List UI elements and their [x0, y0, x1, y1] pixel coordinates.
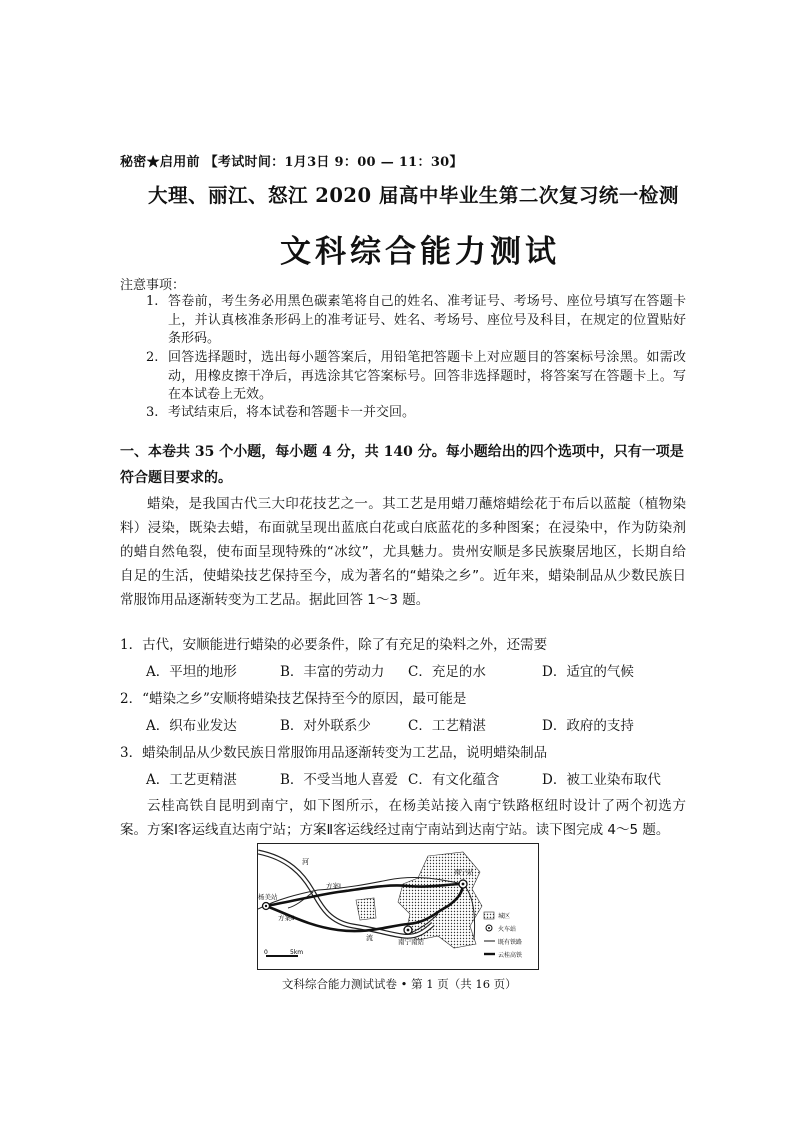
note-item [146, 349, 686, 405]
note-item [146, 293, 686, 349]
option-c: C．工艺精湛 [408, 718, 486, 734]
scale-zero: 0 [264, 949, 268, 956]
legend-station-symbol [488, 927, 490, 929]
legend-station: 火车站 [498, 926, 517, 933]
nanning-south-station [407, 929, 410, 932]
railway-map-figure [258, 844, 538, 969]
option-b: B．不受当地人喜爱 [280, 772, 398, 788]
map-label-river: 河 [302, 858, 309, 866]
question-stem: 1．古代，安顺能进行蜡染的必要条件，除了有充足的染料之外，还需要 [120, 637, 548, 653]
option-d: D．被工业染布取代 [542, 772, 661, 788]
option-b: B．丰富的劳动力 [280, 664, 385, 680]
map-label-scheme-2: 方案Ⅱ [278, 914, 295, 922]
map-label-nanning-south: 南宁南站 [398, 938, 424, 946]
note-text: 回答选择题时，选出每小题答案后，用铅笔把答题卡上对应题目的答案标号涂黑。如需改动，用橡皮擦干净后，再选涂其它答案标号。回答非选择题时，将答案写在答题卡上。写在本试卷上无效。 [168, 350, 686, 402]
map-label-nanning: 南宁站 [454, 868, 474, 876]
passage-railway: 云桂高铁自昆明到南宁，如下图所示，在杨美站接入南宁铁路枢纽时设计了两个初选方案。方案Ⅰ客运线直达南宁站；方案Ⅱ客运线经过南宁南站到达南宁站。读下图完成 4～5 题。 [120, 798, 686, 838]
question-stem: 3．蜡染制品从少数民族日常服饰用品逐渐转变为工艺品，说明蜡染制品 [120, 745, 548, 761]
option-a: A．工艺更精湛 [146, 772, 237, 788]
option-d: D．适宜的气候 [542, 664, 634, 680]
section-instruction: 一、本卷共 35 个小题，每小题 4 分，共 140 分。每小题给出的四个选项中，只有一项是符合题目要求的。 [120, 444, 684, 486]
option-c: C．充足的水 [408, 664, 486, 680]
railway-map [257, 843, 539, 970]
legend-urban-swatch [484, 912, 494, 919]
note-item [146, 404, 686, 423]
yangmei-station [265, 905, 267, 907]
option-a: A．织布业发达 [146, 718, 237, 734]
urban-area [356, 898, 376, 920]
option-b: B．对外联系少 [280, 718, 371, 734]
confidential-exam-time: 秘密★启用前 【考试时间：1月3日 9：00 — 11：30】 [120, 155, 463, 170]
note-number: 2. [146, 350, 159, 365]
subject-title: 文科综合能力测试 [280, 234, 560, 270]
passage-wax-dyeing: 蜡染，是我国古代三大印花技艺之一。其工艺是用蜡刀蘸熔蜡绘花于布后以蓝靛（植物染料）浸染，既染去蜡，布面就呈现出蓝底白花或白底蓝花的多种图案；在浸染中，作为防染剂的蜡自然龟裂，使布面呈现特殊的“冰纹”，尤具魅力。贵州安顺是多民族聚居地区，长期自给自足的生活，使蜡染技艺保持至今，成为著名的“蜡染之乡”。近年来，蜡染制品从少数民族日常服饰用品逐渐转变为工艺品。据此回答 1～3 题。 [120, 496, 686, 608]
note-text: 考试结束后，将本试卷和答题卡一并交回。 [168, 405, 416, 420]
scale-end: 5km [290, 949, 304, 956]
map-label-yangmei: 杨美站 [258, 893, 278, 901]
option-c: C．有文化蕴含 [408, 772, 500, 788]
map-label-scheme-1: 方案Ⅰ [326, 882, 341, 890]
question-stem: 2．“蜡染之乡”安顺将蜡染技艺保持至今的原因，最可能是 [120, 691, 467, 707]
option-d: D．政府的支持 [542, 718, 634, 734]
legend-existing-railway: 既有铁路 [498, 939, 523, 946]
note-text: 答卷前，考生务必用黑色碳素笔将自己的姓名、准考证号、考场号、座位号填写在答题卡上，并认真核准条形码上的准考证号、姓名、考场号、座位号及科目，在规定的位置贴好条形码。 [168, 294, 686, 346]
note-number: 1. [146, 294, 159, 309]
note-number: 3. [146, 405, 159, 420]
exam-title: 大理、丽江、怒江 2020 届高中毕业生第二次复习统一检测 [148, 184, 679, 207]
legend-urban: 城区 [498, 913, 511, 920]
page-footer: 文科综合能力测试试卷 • 第 1 页（共 16 页） [282, 977, 517, 991]
map-label-river-2: 流 [366, 934, 373, 942]
option-a: A．平坦的地形 [146, 664, 237, 680]
legend-high-speed: 云桂高铁 [498, 952, 523, 959]
notes-heading: 注意事项： [120, 278, 186, 293]
nanning-station [462, 883, 465, 886]
